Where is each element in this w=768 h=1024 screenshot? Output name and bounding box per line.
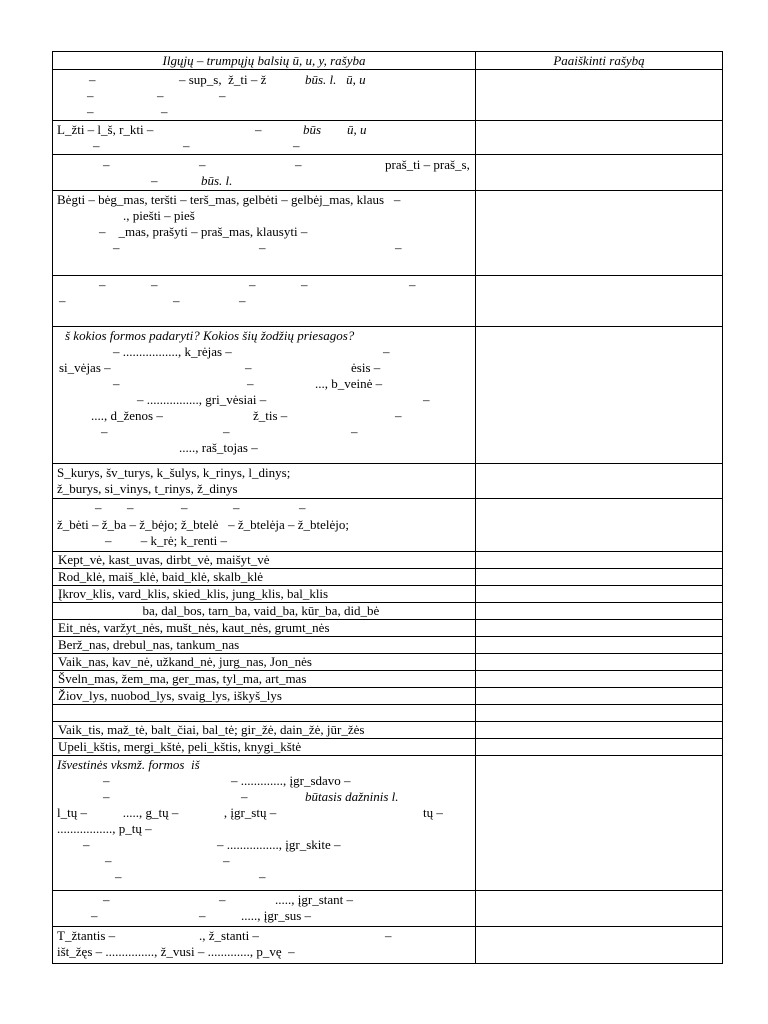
exercise-text: – _mas, prašyti – praš_mas, klausyti –	[99, 224, 308, 239]
exercise-cell	[53, 620, 476, 637]
exercise-row	[53, 891, 723, 927]
exercise-text: – ............., įgr_sdavo –	[231, 773, 351, 788]
header-explain-column: Paaiškinti rašybą	[476, 52, 723, 70]
exercise-cell	[53, 586, 476, 603]
exercise-text: –	[103, 773, 110, 788]
exercise-text: –	[115, 869, 122, 884]
exercise-text: Įkrov_klis, vard_klis, skied_klis, jung_klis, bal_klis	[58, 586, 329, 601]
exercise-text: – ................, gri_vėsiai –	[137, 392, 267, 407]
exercise-text: –	[199, 157, 206, 172]
explanation-cell[interactable]	[476, 620, 723, 637]
explanation-cell[interactable]	[476, 739, 723, 756]
exercise-cell	[53, 637, 476, 654]
exercise-row	[53, 722, 723, 739]
exercise-text: Upeli_kštis, mergi_kštė, peli_kštis, knygi_kštė	[58, 739, 302, 754]
exercise-text: –	[127, 500, 134, 515]
exercise-cell	[53, 569, 476, 586]
exercise-text: ....., įgr_stant –	[275, 892, 353, 907]
exercise-text: –	[103, 789, 110, 804]
exercise-text: –	[105, 853, 112, 868]
explanation-cell[interactable]	[476, 603, 723, 620]
exercise-text: –	[103, 157, 110, 172]
exercise-text: –	[293, 138, 300, 153]
exercise-cell	[53, 499, 476, 552]
exercise-text: –	[113, 240, 120, 255]
exercise-text: ., ž_stanti –	[199, 928, 259, 943]
exercise-text: ...., d_ženos –	[91, 408, 163, 423]
explanation-cell[interactable]	[476, 276, 723, 327]
exercise-text: –	[87, 104, 94, 119]
exercise-cell	[53, 688, 476, 705]
exercise-text: l_tų – ....., g_tų – , įgr_stų –	[57, 805, 277, 820]
exercise-text: –	[199, 908, 206, 923]
exercise-text: –	[173, 293, 180, 308]
exercise-text: –	[247, 376, 254, 391]
exercise-row	[53, 70, 723, 121]
exercise-row	[53, 276, 723, 327]
exercise-text: ž_burys, si_vinys, t_rinys, ž_dinys	[57, 481, 238, 496]
exercise-cell	[53, 552, 476, 569]
exercise-text: Kept_vė, kast_uvas, dirbt_vė, maišyt_vė	[58, 552, 270, 567]
exercise-text: –	[255, 122, 262, 137]
exercise-row	[53, 671, 723, 688]
exercise-text: ėsis –	[351, 360, 381, 375]
exercise-cell	[53, 671, 476, 688]
exercise-row	[53, 569, 723, 586]
explanation-cell[interactable]	[476, 121, 723, 155]
exercise-text: –	[233, 500, 240, 515]
exercise-text: –	[295, 157, 302, 172]
exercise-text: Bėgti – bėg_mas, teršti – terš_mas, gelbėti – gelbėj_mas, klaus –	[57, 192, 401, 207]
exercise-cell	[53, 70, 476, 121]
explanation-cell[interactable]	[476, 927, 723, 964]
exercise-cell	[53, 927, 476, 964]
exercise-text: –	[249, 277, 256, 292]
explanation-cell[interactable]	[476, 722, 723, 739]
exercise-row	[53, 327, 723, 464]
exercise-text: – ................., k_rėjas –	[113, 344, 232, 359]
exercise-cell	[53, 739, 476, 756]
exercise-text: –	[181, 500, 188, 515]
exercise-text: būs. l.	[201, 173, 233, 188]
exercise-text: –	[183, 138, 190, 153]
exercise-row	[53, 603, 723, 620]
header-row	[53, 52, 723, 70]
exercise-text: Vaik_tis, maž_tė, balt_čiai, bal_tė; gir_žė, dain_žė, jūr_žės	[58, 722, 365, 737]
exercise-cell	[53, 654, 476, 671]
exercise-row	[53, 705, 723, 722]
exercise-text: praš_ti – praš_s,	[385, 157, 470, 172]
exercise-cell	[53, 191, 476, 276]
explanation-cell[interactable]	[476, 464, 723, 499]
explanation-cell[interactable]	[476, 499, 723, 552]
exercise-text: L_žti – l_š, r_kti –	[57, 122, 154, 137]
exercise-text: –	[223, 853, 230, 868]
exercise-text: –	[245, 360, 252, 375]
exercise-text: –	[409, 277, 416, 292]
exercise-text: ž_tis –	[253, 408, 288, 423]
exercise-text: –	[299, 500, 306, 515]
explanation-cell[interactable]	[476, 586, 723, 603]
exercise-text: išt_žęs – ..............., ž_vusi – ............., p_vę –	[57, 944, 295, 959]
exercise-text: būtasis dažninis l.	[305, 789, 399, 804]
exercise-text: –	[239, 293, 246, 308]
exercise-row	[53, 927, 723, 964]
exercise-text: –	[95, 500, 102, 515]
explanation-cell[interactable]	[476, 705, 723, 722]
exercise-text: ba, dal_bos, tarn_ba, vaid_ba, kūr_ba, did_bė	[58, 603, 380, 618]
exercise-text: tų –	[423, 805, 443, 820]
explanation-cell[interactable]	[476, 155, 723, 191]
exercise-text: –	[259, 240, 266, 255]
exercise-row	[53, 620, 723, 637]
exercise-text: –	[151, 173, 158, 188]
exercise-row	[53, 637, 723, 654]
exercise-text: – – k_rė; k_renti –	[105, 533, 228, 548]
exercise-text: –	[113, 376, 120, 391]
exercise-row	[53, 688, 723, 705]
explanation-cell[interactable]	[476, 637, 723, 654]
exercise-text: š kokios formos padaryti? Kokios šių žodžių priesagos?	[65, 328, 355, 343]
exercise-text: –	[395, 240, 402, 255]
exercise-text: –	[219, 892, 226, 907]
explanation-cell[interactable]	[476, 654, 723, 671]
exercise-text: Vaik_nas, kav_nė, užkand_nė, jurg_nas, Jon_nės	[58, 654, 312, 669]
exercise-cell	[53, 722, 476, 739]
exercise-text: –	[99, 277, 106, 292]
exercise-text: būs ū, u	[303, 122, 367, 137]
exercise-text: –	[301, 277, 308, 292]
exercise-text: – ................, įgr_skite –	[217, 837, 341, 852]
exercise-text: –	[103, 892, 110, 907]
exercise-text: –	[87, 88, 94, 103]
exercise-text: Šveln_mas, žem_ma, ger_mas, tyl_ma, art_mas	[58, 671, 307, 686]
header-spelling-column: Ilgųjų – trumpųjų balsių ū, u, y, rašyba	[53, 52, 476, 70]
exercise-row	[53, 464, 723, 499]
exercise-cell	[53, 121, 476, 155]
exercise-row	[53, 756, 723, 891]
exercise-text: –	[157, 88, 164, 103]
exercise-cell	[53, 756, 476, 891]
exercise-row	[53, 121, 723, 155]
exercise-text: ....., raš_tojas –	[179, 440, 258, 455]
exercise-text: – sup_s, ž_ti – ž	[179, 72, 267, 87]
exercise-text: Išvestinės vksmž. formos iš	[57, 757, 200, 772]
explanation-cell[interactable]	[476, 688, 723, 705]
exercise-text: –	[161, 104, 168, 119]
exercise-text: –	[259, 869, 266, 884]
exercise-text: T_žtantis –	[57, 928, 116, 943]
exercise-row	[53, 586, 723, 603]
exercise-text: –	[351, 424, 358, 439]
exercise-text: –	[385, 928, 392, 943]
exercise-cell	[53, 276, 476, 327]
explanation-cell[interactable]	[476, 191, 723, 276]
explanation-cell[interactable]	[476, 327, 723, 464]
spelling-worksheet-table	[52, 51, 723, 964]
exercise-text: Žiov_lys, nuobod_lys, svaig_lys, iškyš_lys	[58, 688, 282, 703]
explanation-cell[interactable]	[476, 891, 723, 927]
exercise-cell	[53, 464, 476, 499]
exercise-text: si_vėjas –	[59, 360, 111, 375]
exercise-text: ..., b_veinė –	[315, 376, 383, 391]
exercise-text: Berž_nas, drebul_nas, tankum_nas	[58, 637, 240, 652]
exercise-cell	[53, 155, 476, 191]
exercise-text: ., piešti – pieš	[123, 208, 195, 223]
explanation-cell[interactable]	[476, 756, 723, 891]
exercise-cell	[53, 891, 476, 927]
exercise-text: –	[383, 344, 390, 359]
exercise-text: –	[241, 789, 248, 804]
explanation-cell[interactable]	[476, 569, 723, 586]
exercise-row	[53, 191, 723, 276]
exercise-text: –	[395, 408, 402, 423]
exercise-text: –	[59, 293, 66, 308]
exercise-text: ....., įgr_sus –	[241, 908, 312, 923]
exercise-cell	[53, 705, 476, 722]
exercise-cell	[53, 603, 476, 620]
exercise-text: Rod_klė, maiš_klė, baid_klė, skalb_klė	[58, 569, 264, 584]
exercise-row	[53, 155, 723, 191]
exercise-text: S_kurys, šv_turys, k_šulys, k_rinys, l_dinys;	[57, 465, 291, 480]
exercise-cell	[53, 327, 476, 464]
exercise-text: –	[423, 392, 430, 407]
exercise-text: –	[219, 88, 226, 103]
exercise-text: ................., p_tų –	[57, 821, 152, 836]
exercise-text: –	[151, 277, 158, 292]
exercise-text: ž_bėti – ž_ba – ž_bėjo; ž_btelė – ž_btelėja – ž_btelėjo;	[57, 517, 350, 532]
exercise-text: –	[89, 72, 96, 87]
exercise-text: –	[101, 424, 108, 439]
exercise-text: –	[223, 424, 230, 439]
exercise-text: –	[83, 837, 90, 852]
exercise-text: būs. l. ū, u	[305, 72, 366, 87]
exercise-row	[53, 499, 723, 552]
exercise-row	[53, 654, 723, 671]
explanation-cell[interactable]	[476, 70, 723, 121]
explanation-cell[interactable]	[476, 671, 723, 688]
exercise-text: –	[93, 138, 100, 153]
exercise-text: Eit_nės, varžyt_nės, mušt_nės, kaut_nės, grumt_nės	[58, 620, 330, 635]
exercise-row	[53, 739, 723, 756]
exercise-text: –	[91, 908, 98, 923]
explanation-cell[interactable]	[476, 552, 723, 569]
exercise-row	[53, 552, 723, 569]
